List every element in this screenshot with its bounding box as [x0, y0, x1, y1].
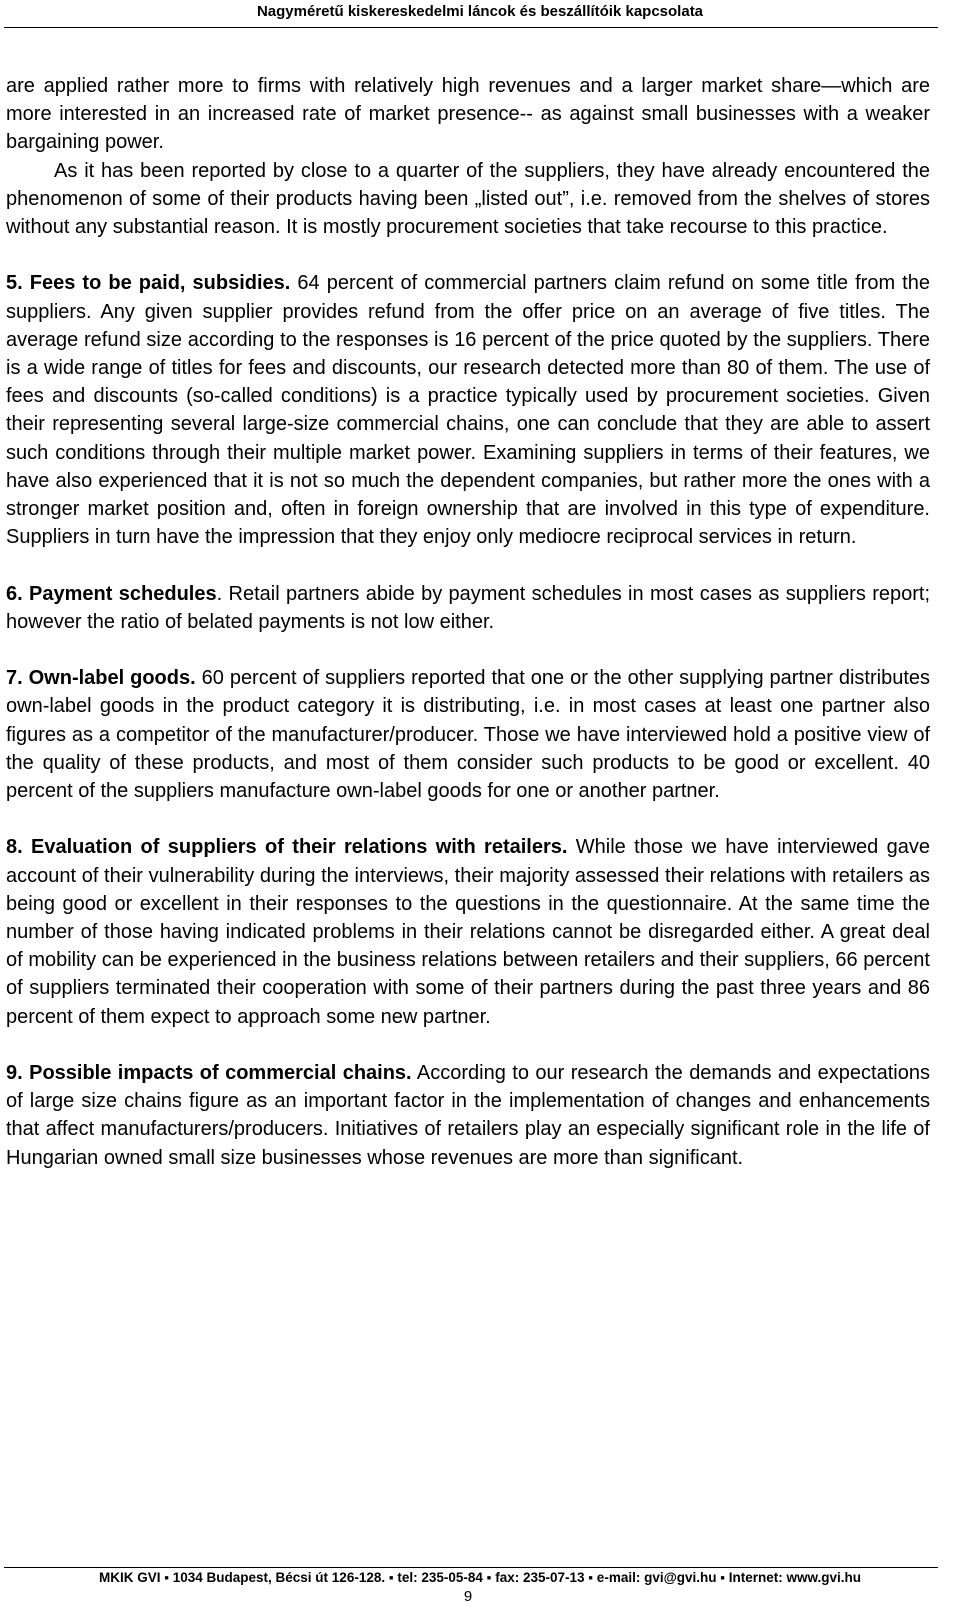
section-8-paragraph — [6, 833, 930, 1030]
intro-paragraph-1: are applied rather more to firms with relatively high revenues and a larger market share—which are more interested in an increased rate of market presence-- as against small businesses with a weaker bargaining power. — [6, 75, 930, 154]
document-body — [6, 72, 930, 1200]
section-9-heading: 9. Possible impacts of commercial chains. — [6, 1062, 412, 1085]
header-rule — [4, 27, 938, 28]
section-6-paragraph — [6, 580, 930, 636]
section-7-text: 60 percent of suppliers reported that one or the other supplying partner distributes own-label goods in the product category it is distributing, i.e. in most cases at least one partner also figures as a competitor of the manufacturer/producer. Those we have interviewed hold a positive view of the quality of these products, and most of them consider such products to be good or excellent. 40 percent of the suppliers manufacture own-label goods for one or another partner. — [6, 667, 931, 803]
running-header: Nagyméretű kiskereskedelmi láncok és beszállítóik kapcsolata — [256, 3, 704, 20]
section-7-paragraph — [6, 664, 930, 805]
intro-paragraph-2-text: As it has been reported by close to a quarter of the suppliers, they have already encountered the phenomenon of some of their products having been „listed out”, i.e. removed from the shelves of stores without any substantial reason. It is mostly procurement societies that take recourse to this practice. — [6, 159, 930, 239]
section-9-paragraph — [6, 1059, 930, 1172]
section-7-heading: 7. Own-label goods. — [6, 667, 196, 690]
section-6-text: . Retail partners abide by payment schedules in most cases as suppliers report; however the ratio of belated payments is not low either. — [6, 582, 931, 633]
footer-contact: MKIK GVI ▪ 1034 Budapest, Bécsi út 126-128. ▪ tel: 235-05-84 ▪ fax: 235-07-13 ▪ e-mail: gvi@gvi.hu ▪ Internet: www.gvi.hu — [98, 1570, 862, 1585]
section-8-heading: 8. Evaluation of suppliers of their relations with retailers. — [6, 836, 568, 859]
section-6-heading: 6. Payment schedules — [6, 582, 217, 605]
intro-paragraph-2 — [6, 157, 930, 242]
section-9-text: According to our research the demands and expectations of large size chains figure as an important factor in the implementation of changes and enhancements that affect manufacturers/producers. Initiatives of retailers play an especially significant role in the life of Hungarian owned small size businesses whose revenues are more than significant. — [6, 1062, 930, 1169]
section-5-text: 64 percent of commercial partners claim refund on some title from the suppliers. Any given supplier provides refund from the offer price on an average of five titles. The average refund size according to the responses is 16 percent of the price quoted by the suppliers. There is a wide range of titles for fees and discounts, our research detected more than 80 of them. The use of fees and discounts (so-called conditions) is a practice typically used by procurement societies. Given their representing several large-size commercial chains, one can conclude that they are able to assert such conditions through their multiple market power. Examining suppliers in terms of their features, we have also experienced that it is not so much the dependent companies, but rather more the ones with a stronger market position and, often in foreign ownership that are involved in this type of expenditure. Suppliers in turn have the impression that they enjoy only mediocre reciprocal services in return. — [6, 272, 930, 549]
section-8-text: While those we have interviewed gave account of their vulnerability during the interviews, their majority assessed their relations with retailers as being good or excellent in their responses to the questions in the questionnaire. At the same time the number of those having indicated problems in their relations cannot be disregarded either. A great deal of mobility can be experienced in the business relations between retailers and their suppliers, 66 percent of suppliers terminated their cooperation with some of their partners during the past three years and 86 percent of them expect to approach some new partner. — [6, 836, 930, 1028]
section-5-paragraph — [6, 269, 930, 551]
footer-rule — [4, 1567, 938, 1568]
page-number: 9 — [463, 1588, 473, 1605]
section-5-heading: 5. Fees to be paid, subsidies. — [6, 272, 291, 295]
